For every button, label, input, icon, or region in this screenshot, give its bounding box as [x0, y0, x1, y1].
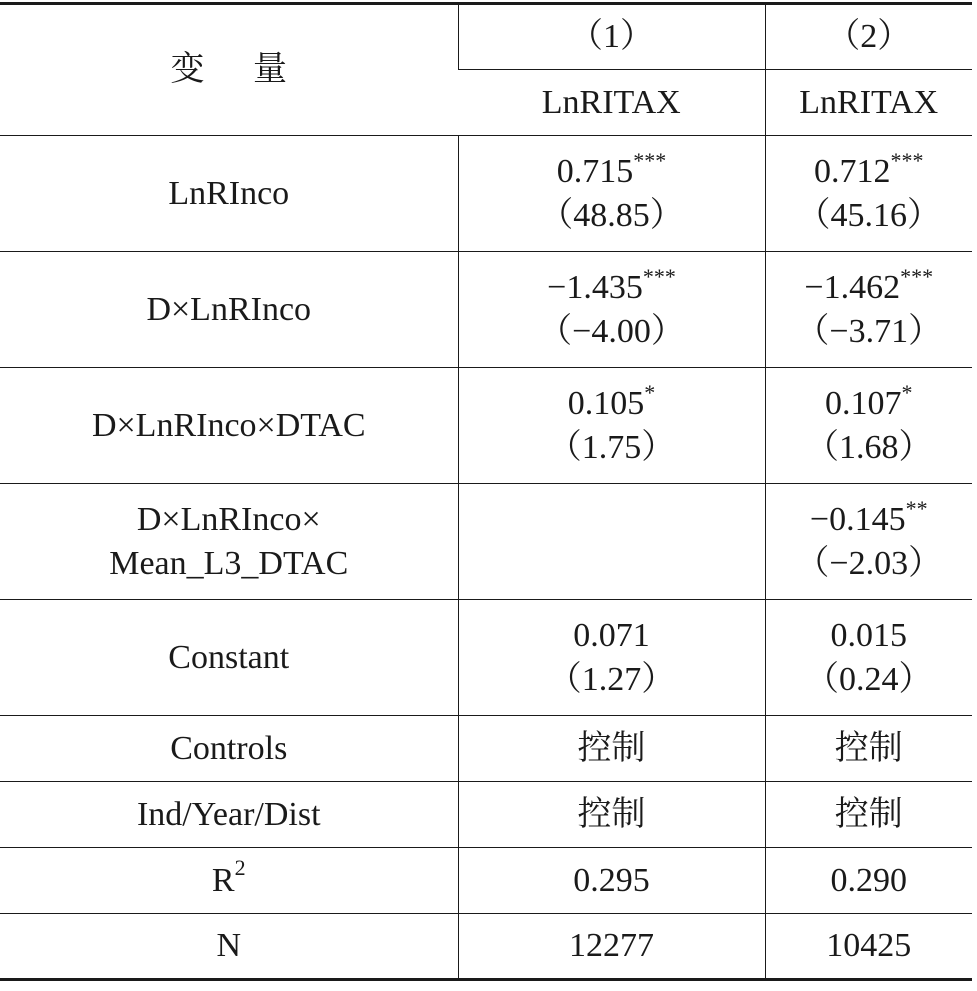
coef-value: 0.071 [573, 616, 650, 654]
row-cell-col2: 0.290 [765, 848, 972, 914]
coef-value: −1.435 [547, 268, 643, 306]
row-variable: D×LnRInco [0, 252, 458, 368]
table-row [0, 914, 972, 980]
row-cell-col1: 12277 [458, 914, 765, 980]
row-cell-col2: 10425 [765, 914, 972, 980]
header-row-numbers [0, 4, 972, 70]
table-row [0, 136, 972, 252]
row-variable: Controls [0, 716, 458, 782]
row-variable: Ind/Year/Dist [0, 782, 458, 848]
variable-header [0, 4, 458, 136]
row-variable: D×LnRInco×DTAC [0, 368, 458, 484]
regression-table [0, 2, 972, 981]
column-2-number: （2） [765, 4, 972, 70]
table-row [0, 600, 972, 716]
table-row [0, 782, 972, 848]
t-stat: （1.68） [805, 428, 933, 466]
significance-stars: ** [905, 495, 928, 521]
t-stat: （−4.00） [538, 312, 685, 350]
t-stat: （−2.03） [795, 544, 943, 582]
row-cell-col1: 控制 [458, 782, 765, 848]
row-cell-col2: 控制 [765, 716, 972, 782]
row-cell-col1 [458, 136, 765, 252]
table-row [0, 848, 972, 914]
t-stat: （1.75） [547, 428, 676, 466]
variable-header-label: 变 量 [170, 51, 307, 88]
significance-stars: *** [890, 147, 924, 173]
t-stat: （1.27） [547, 660, 676, 698]
row-cell-col1 [458, 484, 765, 600]
column-1-number: （1） [458, 4, 765, 70]
table-row [0, 368, 972, 484]
significance-stars: *** [900, 263, 934, 289]
coef-value: 0.715 [556, 152, 634, 190]
significance-stars: * [644, 379, 656, 405]
row-variable-line1: D×LnRInco× [136, 500, 321, 538]
row-variable [0, 484, 458, 600]
r-squared-base: R [211, 861, 235, 899]
table-row [0, 716, 972, 782]
row-cell-col2: 控制 [765, 782, 972, 848]
coef-value: −1.462 [804, 268, 901, 306]
row-variable [0, 848, 458, 914]
row-variable: N [0, 914, 458, 980]
table-row [0, 252, 972, 368]
row-variable: LnRInco [0, 136, 458, 252]
coef-value: 0.015 [830, 616, 907, 654]
row-variable-line2: Mean_L3_DTAC [109, 544, 349, 582]
row-cell-col2 [765, 368, 972, 484]
coef-value: 0.107 [825, 384, 902, 422]
row-cell-col2 [765, 484, 972, 600]
t-stat: （−3.71） [795, 312, 943, 350]
row-cell-col2 [765, 136, 972, 252]
row-cell-col2 [765, 600, 972, 716]
significance-stars: *** [633, 147, 667, 173]
row-cell-col1: 控制 [458, 716, 765, 782]
t-stat: （45.16） [796, 196, 941, 234]
row-cell-col1 [458, 252, 765, 368]
t-stat: （0.24） [805, 660, 933, 698]
coef-value: 0.712 [814, 152, 891, 190]
row-cell-col1 [458, 600, 765, 716]
column-1-dep-var: LnRITAX [458, 70, 765, 136]
row-cell-col2 [765, 252, 972, 368]
table-row [0, 484, 972, 600]
coef-value: −0.145 [809, 500, 906, 538]
row-variable: Constant [0, 600, 458, 716]
significance-stars: *** [642, 263, 676, 289]
row-cell-col1: 0.295 [458, 848, 765, 914]
significance-stars: * [901, 379, 913, 405]
column-2-dep-var: LnRITAX [765, 70, 972, 136]
r-squared-superscript: 2 [234, 854, 246, 880]
row-cell-col1 [458, 368, 765, 484]
t-stat: （48.85） [539, 196, 684, 234]
coef-value: 0.105 [567, 384, 645, 422]
